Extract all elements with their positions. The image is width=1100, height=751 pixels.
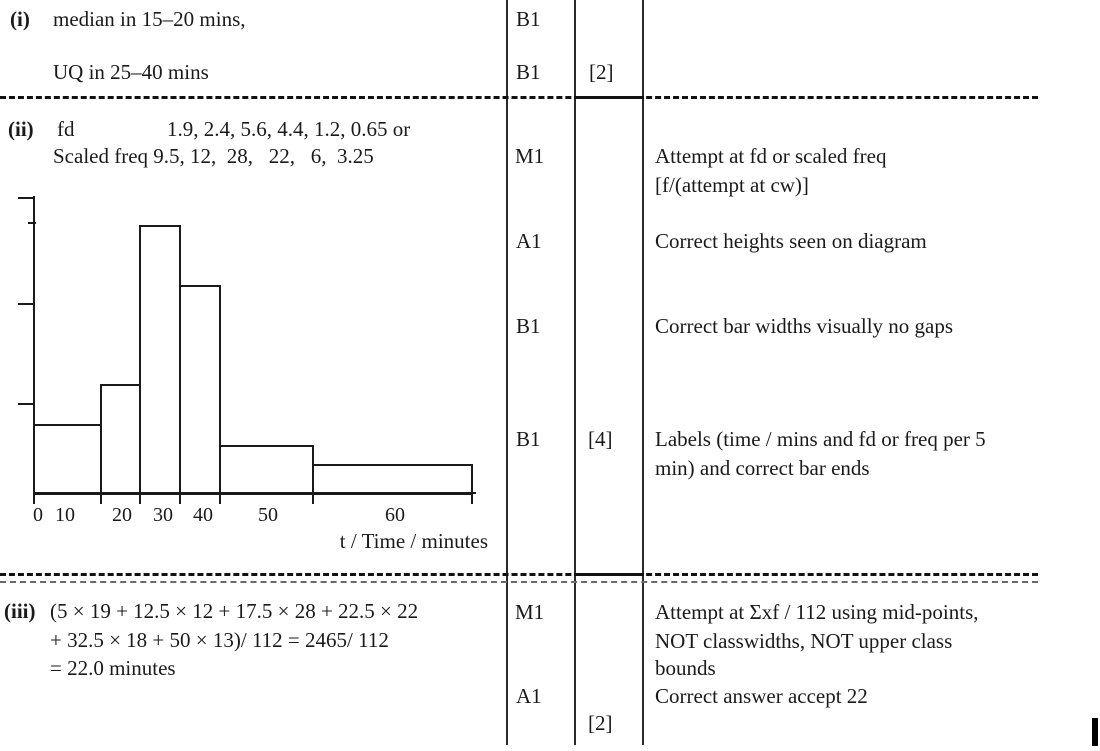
part-i-mark-1: B1 xyxy=(516,7,541,31)
part-ii-comment-2: Correct heights seen on diagram xyxy=(655,229,927,253)
x-axis-tick xyxy=(100,492,102,504)
part-iii-total: [2] xyxy=(588,711,613,735)
y-axis-tick xyxy=(18,403,34,405)
histogram-bar xyxy=(139,225,181,495)
x-axis-title: t / Time / minutes xyxy=(339,529,488,553)
histogram-bar xyxy=(179,285,221,495)
histogram-bar xyxy=(100,384,141,495)
x-axis-tick-label: 40 xyxy=(193,504,213,526)
part-ii-comment-1b: [f/(attempt at cw)] xyxy=(655,173,809,197)
part-iii-mark-1: M1 xyxy=(515,600,545,624)
histogram-bar xyxy=(33,424,102,495)
x-axis-tick xyxy=(312,492,314,504)
x-axis-tick xyxy=(33,492,35,504)
part-ii-fd-label: fd xyxy=(57,117,75,141)
x-axis-tick-label: 10 xyxy=(55,504,75,526)
x-axis-tick xyxy=(219,492,221,504)
part-iii-comment-1a: Attempt at Σxf / 112 using mid-points, xyxy=(655,600,979,624)
y-axis-tick-minor xyxy=(28,222,36,224)
part-ii-scaled-freq: Scaled freq 9.5, 12, 28, 22, 6, 3.25 xyxy=(53,144,374,168)
x-axis-tick-label: 0 xyxy=(33,504,43,526)
part-ii-mark-1: M1 xyxy=(515,144,545,168)
part-iii-comment-1b: NOT classwidths, NOT upper class xyxy=(655,629,953,653)
histogram-bar xyxy=(312,464,473,495)
part-iii-comment-2: Correct answer accept 22 xyxy=(655,684,868,708)
x-axis-tick xyxy=(471,492,473,504)
part-ii-mark-2: A1 xyxy=(516,229,542,253)
x-axis-tick-label: 50 xyxy=(258,504,278,526)
part-ii-comment-4b: min) and correct bar ends xyxy=(655,456,870,480)
part-ii-mark-3: B1 xyxy=(516,314,541,338)
x-axis-tick-label: 20 xyxy=(112,504,132,526)
part-i-total: [2] xyxy=(589,60,614,84)
part-i-answer-line2: UQ in 25–40 mins xyxy=(53,60,209,84)
x-axis-tick xyxy=(179,492,181,504)
part-ii-label: (ii) xyxy=(8,117,34,141)
part-ii-fd-values: 1.9, 2.4, 5.6, 4.4, 1.2, 0.65 or xyxy=(167,117,411,141)
cursor-bar xyxy=(1092,718,1098,746)
part-iii-comment-1c: bounds xyxy=(655,656,716,680)
x-axis-tick-label: 30 xyxy=(153,504,173,526)
part-iii-working-2: + 32.5 × 18 + 50 × 13)/ 112 = 2465/ 112 xyxy=(50,628,389,652)
part-i-answer-line1: median in 15–20 mins, xyxy=(53,7,246,31)
part-i-label: (i) xyxy=(10,7,30,31)
part-ii-comment-3: Correct bar widths visually no gaps xyxy=(655,314,954,338)
part-ii-total: [4] xyxy=(588,427,613,451)
y-axis-tick xyxy=(18,197,34,199)
x-axis-tick-label: 60 xyxy=(385,504,405,526)
y-axis-tick xyxy=(18,303,34,305)
part-iii-mark-2: A1 xyxy=(516,684,542,708)
histogram-bar xyxy=(219,445,314,495)
part-i-mark-2: B1 xyxy=(516,60,541,84)
part-iii-label: (iii) xyxy=(4,599,36,623)
part-iii-working-1: (5 × 19 + 12.5 × 12 + 17.5 × 28 + 22.5 × 22 xyxy=(50,599,419,623)
part-iii-working-3: = 22.0 minutes xyxy=(50,656,176,680)
x-axis-tick xyxy=(139,492,141,504)
part-ii-comment-1a: Attempt at fd or scaled freq xyxy=(655,144,887,168)
part-ii-comment-4a: Labels (time / mins and fd or freq per 5 xyxy=(655,427,986,451)
y-axis-line xyxy=(33,196,35,495)
part-ii-mark-4: B1 xyxy=(516,427,541,451)
